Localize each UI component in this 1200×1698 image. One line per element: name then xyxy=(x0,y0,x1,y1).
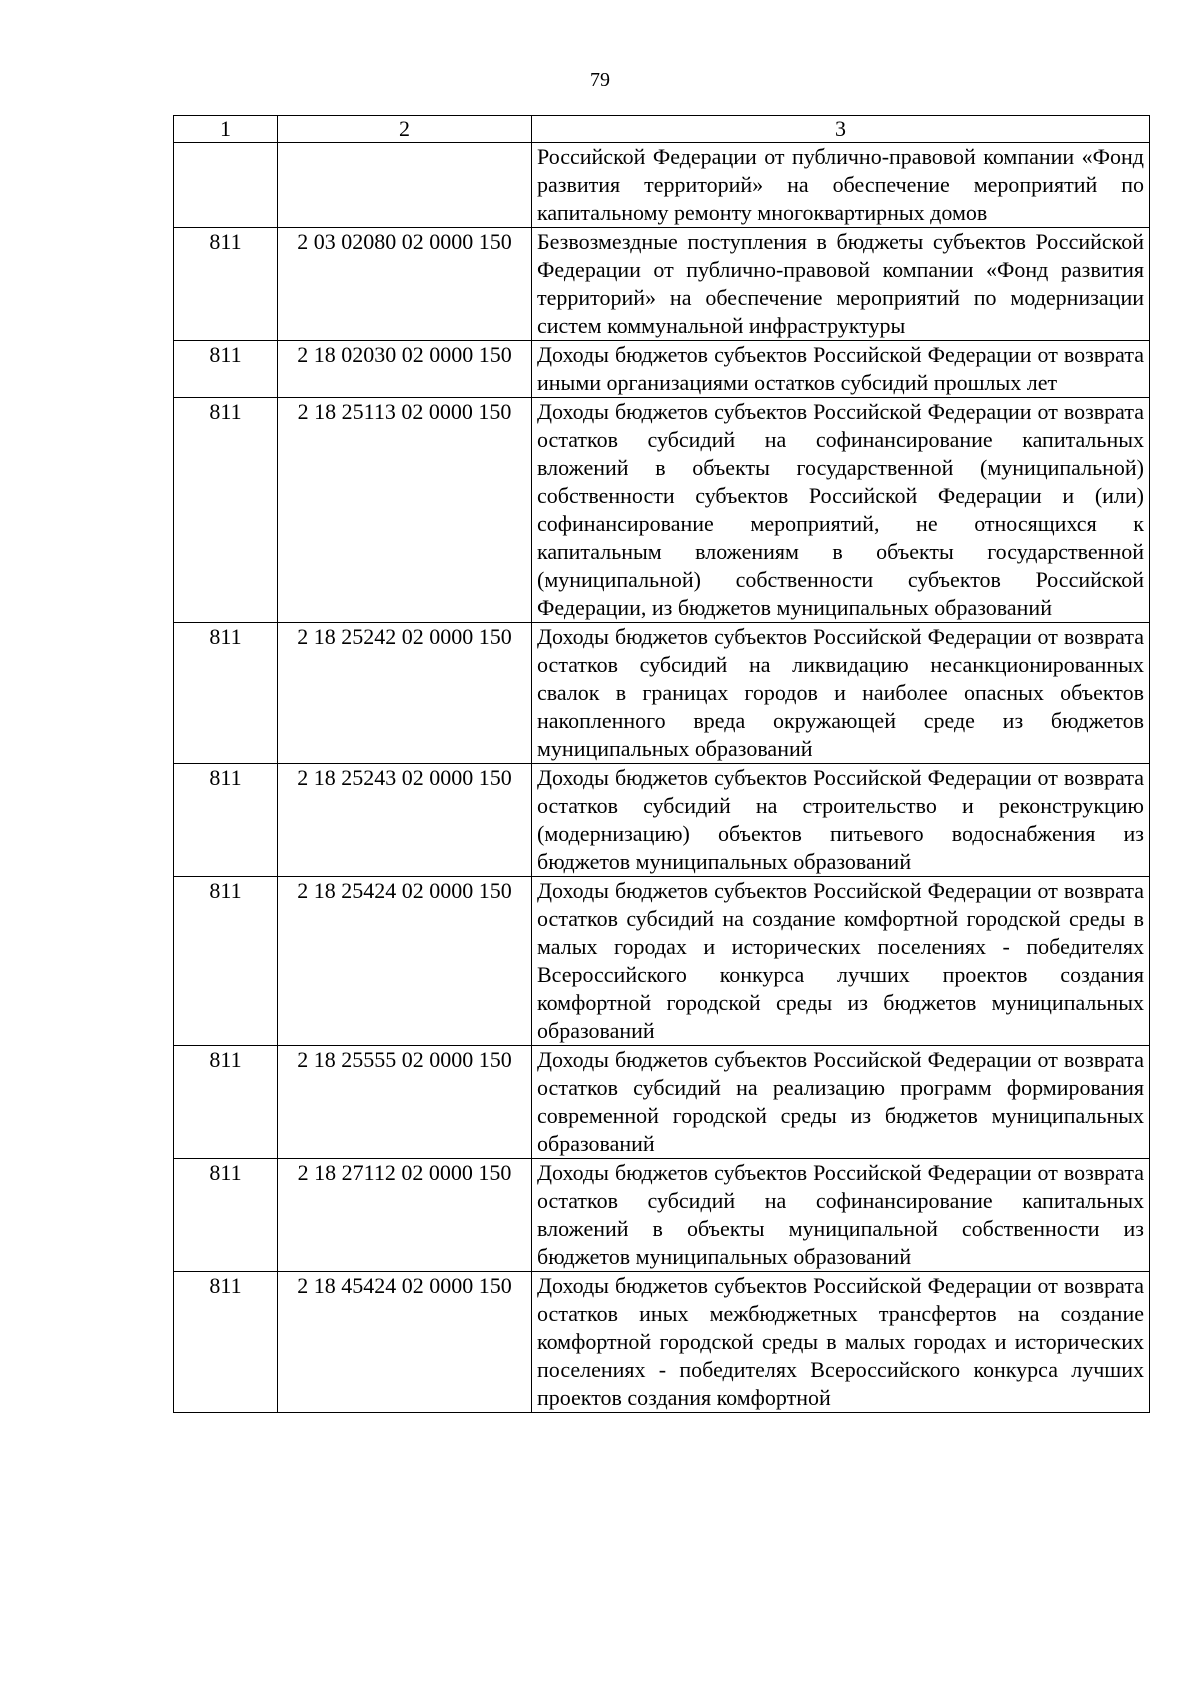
revenue-name-cell: Доходы бюджетов субъектов Российской Федерации от возврата остатков субсидий на строительство и реконструкцию (модернизацию) объектов питьевого водоснабжения из бюджетов муниципальных образований xyxy=(532,764,1150,877)
revenue-code-cell: 2 18 25242 02 0000 150 xyxy=(278,623,532,764)
admin-code-cell: 811 xyxy=(174,623,278,764)
revenue-code-cell xyxy=(278,143,532,228)
revenue-name-cell: Доходы бюджетов субъектов Российской Федерации от возврата остатков субсидий на софинансирование капитальных вложений в объекты муниципальной собственности из бюджетов муниципальных образований xyxy=(532,1159,1150,1272)
column-header-2: 2 xyxy=(278,116,532,143)
revenue-code-cell: 2 18 25243 02 0000 150 xyxy=(278,764,532,877)
table-row xyxy=(174,143,1150,228)
page-number: 79 xyxy=(590,69,610,91)
revenue-code-cell: 2 18 02030 02 0000 150 xyxy=(278,341,532,398)
table-row xyxy=(174,228,1150,341)
revenue-code-cell: 2 18 25424 02 0000 150 xyxy=(278,877,532,1046)
revenue-name-cell: Безвозмездные поступления в бюджеты субъектов Российской Федерации от публично-правовой компании «Фонд развития территорий» на обеспечение мероприятий по модернизации систем коммунальной инфраструктуры xyxy=(532,228,1150,341)
revenue-code-cell: 2 18 25555 02 0000 150 xyxy=(278,1046,532,1159)
revenue-codes-table xyxy=(173,115,1150,1413)
revenue-name-cell: Доходы бюджетов субъектов Российской Федерации от возврата остатков субсидий на реализацию программ формирования современной городской среды из бюджетов муниципальных образований xyxy=(532,1046,1150,1159)
revenue-name-cell: Доходы бюджетов субъектов Российской Федерации от возврата остатков иных межбюджетных трансфертов на создание комфортной городской среды в малых городах и исторических поселениях - победителях Всероссийского конкурса лучших проектов создания комфортной xyxy=(532,1272,1150,1413)
revenue-name-cell: Доходы бюджетов субъектов Российской Федерации от возврата иными организациями остатков субсидий прошлых лет xyxy=(532,341,1150,398)
admin-code-cell xyxy=(174,143,278,228)
table-row xyxy=(174,1159,1150,1272)
table-header-row xyxy=(174,116,1150,143)
revenue-code-cell: 2 18 27112 02 0000 150 xyxy=(278,1159,532,1272)
table-row xyxy=(174,1272,1150,1413)
admin-code-cell: 811 xyxy=(174,398,278,623)
table-row xyxy=(174,877,1150,1046)
revenue-name-cell: Доходы бюджетов субъектов Российской Федерации от возврата остатков субсидий на создание комфортной городской среды в малых городах и исторических поселениях - победителях Всероссийского конкурса лучших проектов создания комфортной городской среды из бюджетов муниципальных образований xyxy=(532,877,1150,1046)
table-row xyxy=(174,341,1150,398)
admin-code-cell: 811 xyxy=(174,877,278,1046)
admin-code-cell: 811 xyxy=(174,1159,278,1272)
column-header-3: 3 xyxy=(532,116,1150,143)
revenue-name-cell: Доходы бюджетов субъектов Российской Федерации от возврата остатков субсидий на софинансирование капитальных вложений в объекты государственной (муниципальной) собственности субъектов Российской Федерации и (или) софинансирование мероприятий, не относящихся к капитальным вложениям в объекты государственной (муниципальной) собственности субъектов Российской Федерации, из бюджетов муниципальных образований xyxy=(532,398,1150,623)
column-header-1: 1 xyxy=(174,116,278,143)
table-row xyxy=(174,764,1150,877)
revenue-code-cell: 2 03 02080 02 0000 150 xyxy=(278,228,532,341)
admin-code-cell: 811 xyxy=(174,764,278,877)
table-row xyxy=(174,398,1150,623)
admin-code-cell: 811 xyxy=(174,341,278,398)
revenue-name-cell: Российской Федерации от публично-правовой компании «Фонд развития территорий» на обеспечение мероприятий по капитальному ремонту многоквартирных домов xyxy=(532,143,1150,228)
admin-code-cell: 811 xyxy=(174,1046,278,1159)
admin-code-cell: 811 xyxy=(174,228,278,341)
admin-code-cell: 811 xyxy=(174,1272,278,1413)
revenue-name-cell: Доходы бюджетов субъектов Российской Федерации от возврата остатков субсидий на ликвидацию несанкционированных свалок в границах городов и наиболее опасных объектов накопленного вреда окружающей среде из бюджетов муниципальных образований xyxy=(532,623,1150,764)
revenue-code-cell: 2 18 45424 02 0000 150 xyxy=(278,1272,532,1413)
table-row xyxy=(174,623,1150,764)
revenue-code-cell: 2 18 25113 02 0000 150 xyxy=(278,398,532,623)
table-row xyxy=(174,1046,1150,1159)
